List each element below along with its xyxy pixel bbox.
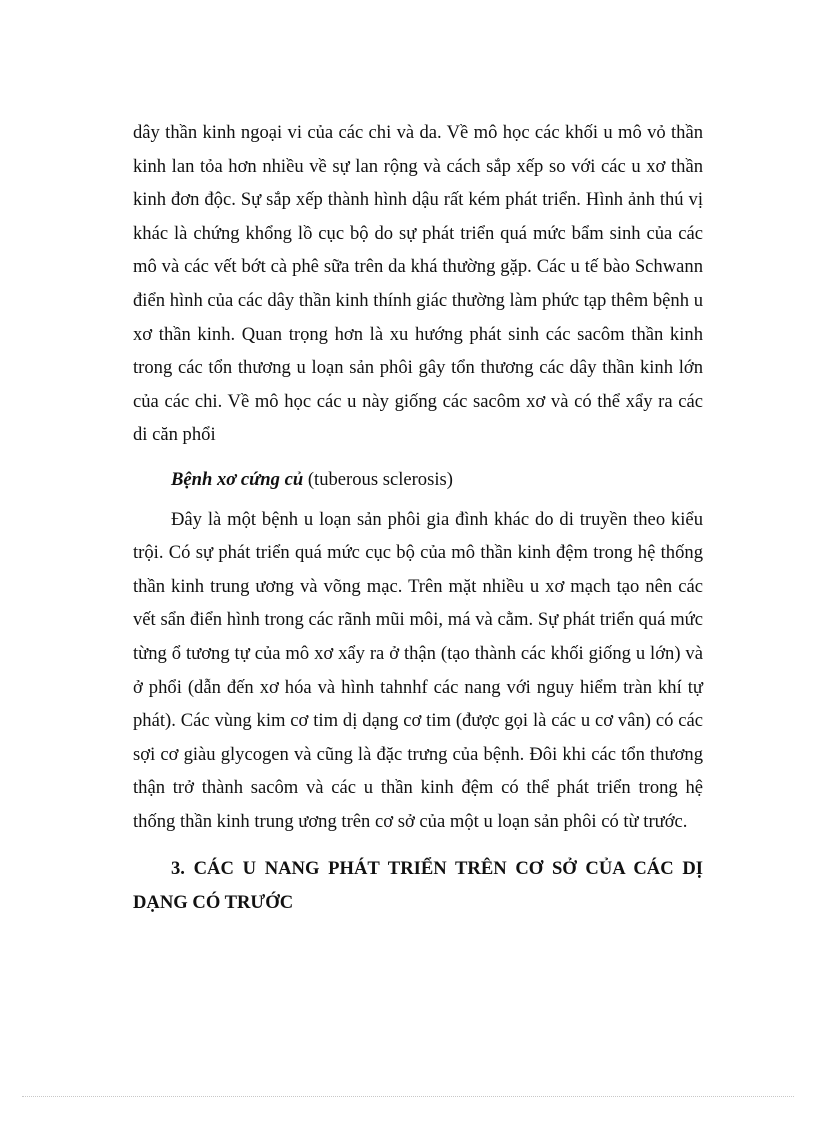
- disease-latin-name: (tuberous sclerosis): [303, 468, 453, 490]
- disease-subheading: [133, 463, 703, 497]
- footer-divider: [22, 1096, 794, 1097]
- body-paragraph-1: dây thần kinh ngoại vi của các chi và da. Về mô học các khối u mô vỏ thần kinh lan tỏa hơn nhiều về sự lan rộng và cách sắp xếp so với các u xơ thần kinh đơn độc. Sự sắp xếp thành hình dậu rất kém phát triển. Hình ảnh thú vị khác là chứng khổng lồ cục bộ do sự phát triển quá mức bẩm sinh của các mô và các vết bớt cà phê sữa trên da khá thường gặp. Các u tế bào Schwann điển hình của các dây thần kinh thính giác thường làm phức tạp thêm bệnh u xơ thần kinh. Quan trọng hơn là xu hướng phát sinh các sacôm thần kinh trong các tổn thương u loạn sản phôi gây tổn thương các dây thần kinh lớn của các chi. Về mô học các u này giống các sacôm xơ và có thể xẩy ra các di căn phổi: [133, 122, 703, 446]
- body-paragraph-2: Đây là một bệnh u loạn sản phôi gia đình khác do di truyền theo kiểu trội. Có sự phát triển quá mức cục bộ của mô thần kinh đệm trong hệ thống thần kinh trung ương và võng mạc. Trên mặt nhiều u xơ mạch tạo nên các vết sẩn điển hình trong các rãnh mũi môi, má và cằm. Sự phát triển quá mức từng ổ tương tự của mô xơ xẩy ra ở thận (tạo thành các khối giống u lớn) và ở phổi (dẫn đến xơ hóa và hình tahnhf các nang với nguy hiểm tràn khí tự phát). Các vùng kim cơ tim dị dạng cơ tim (được gọi là các u cơ vân) có các sợi cơ giàu glycogen và cũng là đặc trưng của bệnh. Đôi khi các tổn thương thận trở thành sacôm và các u thần kinh đệm có thể phát triển trong hệ thống thần kinh trung ương trên cơ sở của một u loạn sản phôi có từ trước.: [133, 508, 703, 832]
- section-heading: 3. CÁC U NANG PHÁT TRIỂN TRÊN CƠ SỞ CỦA CÁC DỊ DẠNG CÓ TRƯỚC: [133, 858, 703, 914]
- disease-name: Bệnh xơ cứng củ: [171, 468, 304, 490]
- document-page: [133, 116, 703, 920]
